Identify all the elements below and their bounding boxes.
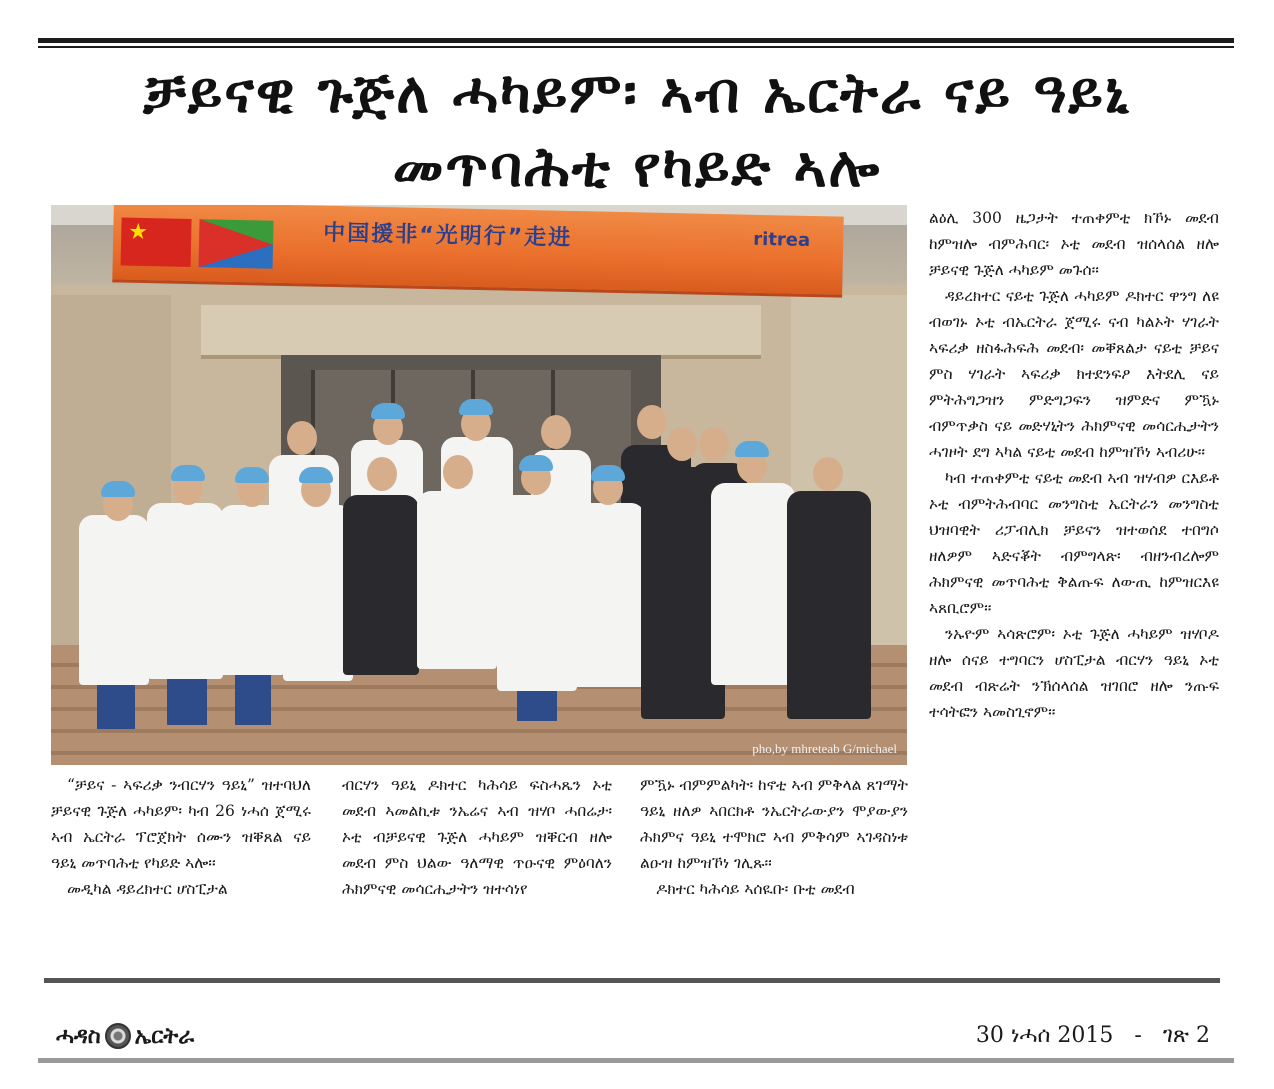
banner [112, 205, 844, 298]
article-column-1 [51, 772, 311, 902]
headline-line-1: ቻይናዊ ጉጅለ ሓካይም፡ ኣብ ኤርትራ ናይ ዓይኒ [143, 60, 1131, 126]
top-rule-thick [38, 38, 1234, 43]
article-column-2 [342, 772, 612, 902]
news-photo [51, 205, 907, 765]
china-flag-icon [121, 218, 192, 267]
photo-credit: pho,by mhreteab G/michael [752, 741, 897, 756]
article-column-3 [640, 772, 908, 902]
headline-line-2: መጥባሕቲ የካይድ ኣሎ [392, 134, 882, 200]
paragraph: ዳይረክተር ናይቲ ጉጅለ ሓካይም ዶክተር ዋንግ ለዩ ብወገኑ ኦቲ ብኤርትራ ጀሚሩ ናብ ካልኦት ሃገራት ኣፍሪቃ ዘስፋሕፍሕ መደብ፡ መቐጸልታ ናይቲ ቻይና ምስ ሃገራት ኣፍሪቃ ክተደንፍዖ እትደሊ ናይ ምትሕግጋዝን ምድግጋፍን ዝምድና ምዃኑ ብምጥቃስ ናይ መድሃኒትን ሕክምናዊ መሳርሒታትን ሓገዞት ደግ ኣካል ናይቲ መደብ ከምዝኾነ ኣብሪሁ፡፡ [929, 287, 1219, 461]
banner-text: 中国援非“光明行”走进 [323, 220, 573, 251]
paragraph: መዲካል ዳይረክተር ሆስፒታል [67, 880, 228, 898]
paragraph: ልዕሊ 300 ዜጋታት ተጠቀምቲ ክኾኑ መደብ ከምዝሎ ብምሕባር፡ ኦቲ መደብ ዝሰላሰል ዘሎ ቻይናዊ ጉጅለ ሓካይም መጉሰ፡፡ [929, 209, 1219, 279]
footer-rule [38, 1058, 1234, 1063]
paragraph: “ቻይና - ኣፍሪቃ ንብርሃን ዓይኒ” ዝተባህለ ቻይናዊ ጉጅለ ሓካይም፡ ካብ 26 ነሓሰ ጀሚሩ ኣብ ኤርትራ ፕሮጀክት ሰሙን ዝቐጸል ናይ ዓይኒ መጥባሕቲ የካይድ ኣሎ፡፡ [51, 776, 311, 872]
paper-name [56, 1023, 194, 1049]
newspaper-logo-icon [105, 1023, 131, 1049]
eritrea-flag-icon [199, 219, 274, 269]
page-number: 2 [1196, 1023, 1210, 1048]
paper-name-part-2: ኤርትራ [134, 1023, 195, 1049]
headline [60, 56, 1214, 204]
paper-name-part-1: ሓዳስ [56, 1023, 101, 1049]
paragraph: ካብ ተጠቀምቲ ናይቲ መደብ ኣብ ዝሃብዎ ርእይቶ ኦቲ ብምትሕብባር መንግስቲ ኤርትራን መንግስቲ ህዝባዊት ሪፓብሊክ ቻይናን ዝተወሰደ ተበግሶ ዘለዎም ኣድናቖት ብምግላጽ፡ ብዘንብረሎም ሕክምናዊ መጥባሕቲ ቅልጡፍ ለውጢ ከምዝርእዩ ኣጸቢሮም፡፡ [929, 469, 1219, 617]
page-info [910, 1023, 1210, 1048]
paragraph: ንኡዮም ኣሳጽሮም፡ ኦቲ ጉጅለ ሓካይም ዝሃቦዶ ዘሎ ሰናይ ተግባርን ሆስፒታል ብርሃን ዓይኒ ኦቲ መደብ ብጽሬት ንኽሰላሰል ዝገበሮ ዘሎ ንጡፍ ተሳትፎን ኣመስጊኖም፡፡ [929, 625, 1219, 721]
top-rule-thin [38, 46, 1234, 48]
paragraph: ብርሃን ዓይኒ ዶክተር ካሕሳይ ፍስሓጼን ኦቲ መደብ ኣመልኪቱ ንኤሬና ኣብ ዝሃቦ ሓበሬታ፡ ኦቲ ብቻይናዊ ጉጅለ ሓካይም ዝቐርብ ዘሎ መደብ ምስ ህልው ዓለማዊ ጥዑናዊ ምዕባለን ሕክምናዊ መሳርሒታትን ዝተሳነየ [342, 776, 612, 898]
issue-date: 30 ነሓሰ 2015 [975, 1023, 1114, 1048]
bottom-rule [44, 978, 1220, 983]
banner-text-right: ritrea [753, 228, 811, 251]
paragraph: ዶክተር ካሕሳይ ኣሰዪቡ፡ ቡቲ መደብ [656, 880, 855, 898]
paragraph: ምዃኑ ብምምልካት፡ ከኖቲ ኣብ ምቅላል ጸገማት ዓይኒ ዘለዎ ኣበርክቶ ንኤርትራውያን ሞያውያን ሕክምና ዓይኒ ተሞክሮ ኣብ ምቅሳም ኣገዳስነቱ ልዑዝ ከምዝኾነ ገሊጹ፡፡ [640, 776, 908, 872]
article-column-right [929, 205, 1219, 725]
page-label: ገጽ [1162, 1023, 1189, 1048]
separator: - [1134, 1023, 1142, 1048]
